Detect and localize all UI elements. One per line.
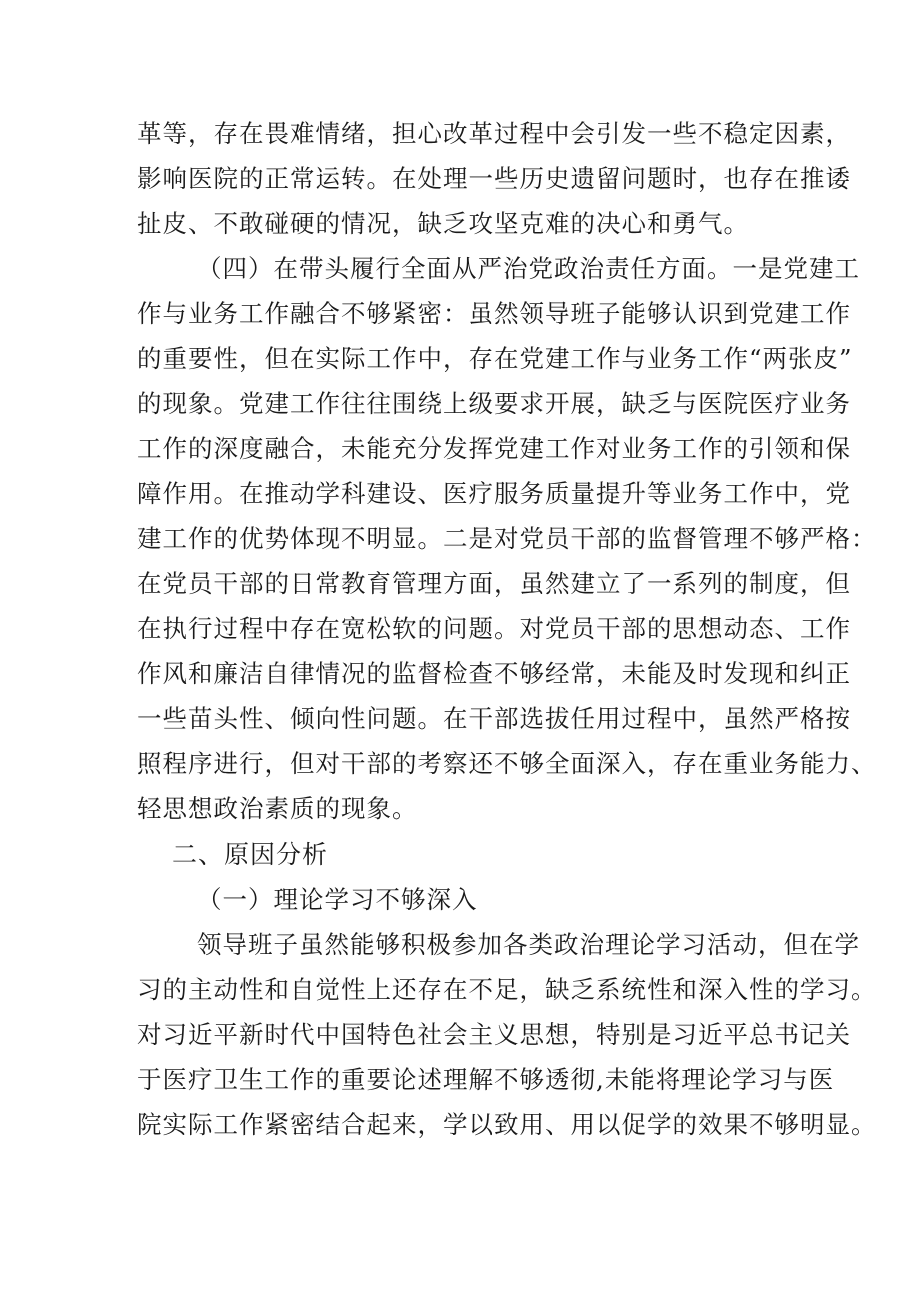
text-line: 在党员干部的日常教育管理方面，虽然建立了一系列的制度，但 (137, 569, 851, 598)
text-line: 工作的深度融合，未能充分发挥党建工作对业务工作的引领和保 (137, 434, 851, 463)
text-line: 作风和廉洁自律情况的监督检查不够经常，未能及时发现和纠正 (137, 659, 851, 688)
text-line: 的重要性，但在实际工作中，存在党建工作与业务工作“两张皮” (137, 344, 853, 373)
text-line: 建工作的优势体现不明显。二是对党员干部的监督管理不够严格： (137, 524, 877, 553)
text-line: 障作用。在推动学科建设、医疗服务质量提升等业务工作中，党 (137, 479, 851, 508)
text-line: 扯皮、不敢碰硬的情况，缺乏攻坚克难的决心和勇气。 (137, 209, 749, 238)
text-line: 照程序进行，但对干部的考察还不够全面深入，存在重业务能力、 (137, 749, 877, 778)
text-line: 作与业务工作融合不够紧密：虽然领导班子能够认识到党建工作 (137, 299, 851, 328)
text-line: 院实际工作紧密结合起来，学以致用、用以促学的效果不够明显。 (137, 1110, 877, 1139)
text-line: （四）在带头履行全面从严治党政治责任方面。一是党建工 (197, 254, 860, 283)
text-line: 革等，存在畏难情绪，担心改革过程中会引发一些不稳定因素， (137, 119, 851, 148)
text-line: 一些苗头性、倾向性问题。在干部选拔任用过程中，虽然严格按 (137, 704, 851, 733)
section-heading: 二、原因分析 (172, 840, 329, 869)
text-line: 习的主动性和自觉性上还存在不足，缺乏系统性和深入性的学习。 (137, 975, 877, 1004)
text-line: 在执行过程中存在宽松软的问题。对党员干部的思想动态、工作 (137, 614, 851, 643)
text-line: 领导班子虽然能够积极参加各类政治理论学习活动，但在学 (197, 930, 860, 959)
text-line: 于医疗卫生工作的重要论述理解不够透彻,未能将理论学习与医 (137, 1065, 835, 1094)
text-line: 对习近平新时代中国特色社会主义思想，特别是习近平总书记关 (137, 1020, 851, 1049)
text-line: 影响医院的正常运转。在处理一些历史遗留问题时，也存在推诿 (137, 164, 851, 193)
text-line: 的现象。党建工作往往围绕上级要求开展，缺乏与医院医疗业务 (137, 389, 851, 418)
text-line: 轻思想政治素质的现象。 (137, 794, 418, 823)
subheading: （一）理论学习不够深入 (197, 885, 478, 914)
